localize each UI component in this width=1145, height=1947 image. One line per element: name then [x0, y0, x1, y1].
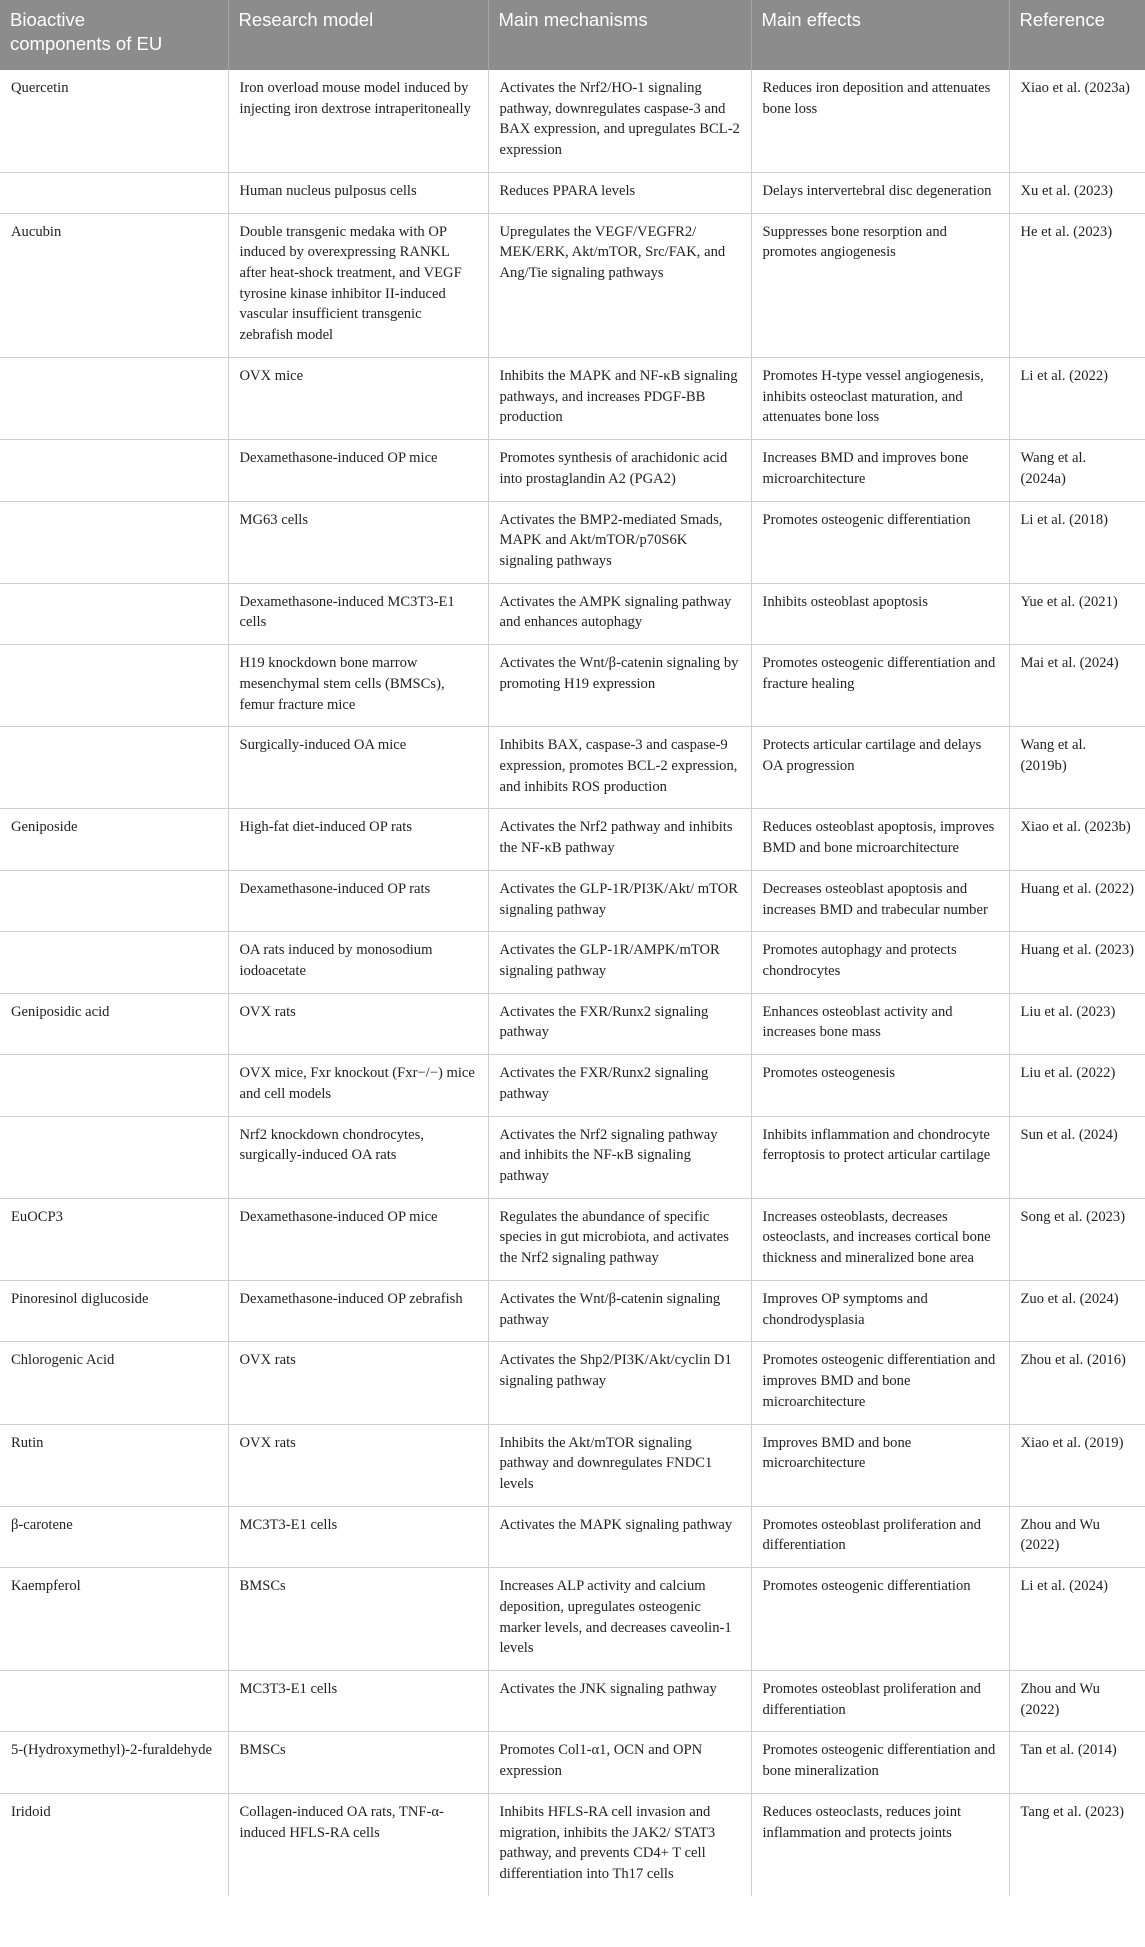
mechanism-cell: Activates the JNK signaling pathway [488, 1670, 751, 1731]
table-row [0, 645, 1145, 727]
effect-cell: Promotes osteogenic differentiation [751, 1568, 1009, 1671]
mechanism-cell: Upregulates the VEGF/VEGFR2/ MEK/ERK, Akt/mTOR, Src/FAK, and Ang/Tie signaling pathways [488, 213, 751, 357]
research-model-cell: MC3T3-E1 cells [228, 1670, 488, 1731]
research-model-cell: Surgically-induced OA mice [228, 727, 488, 809]
header-main-effects: Main effects [751, 0, 1009, 70]
research-model-cell: Collagen-induced OA rats, TNF-α-induced HFLS-RA cells [228, 1793, 488, 1895]
mechanism-cell: Activates the GLP-1R/AMPK/mTOR signaling pathway [488, 932, 751, 993]
component-cell [0, 870, 228, 931]
component-cell: 5-(Hydroxymethyl)-2-furaldehyde [0, 1732, 228, 1793]
header-research-model: Research model [228, 0, 488, 70]
table-row [0, 1670, 1145, 1731]
research-model-cell: Dexamethasone-induced OP zebrafish [228, 1280, 488, 1341]
effect-cell: Reduces iron deposition and attenuates bone loss [751, 70, 1009, 172]
mechanism-cell: Regulates the abundance of specific species in gut microbiota, and activates the Nrf2 signaling pathway [488, 1198, 751, 1280]
mechanism-cell: Inhibits the Akt/mTOR signaling pathway and downregulates FNDC1 levels [488, 1424, 751, 1506]
effect-cell: Reduces osteoclasts, reduces joint inflammation and protects joints [751, 1793, 1009, 1895]
research-model-cell: BMSCs [228, 1732, 488, 1793]
reference-cell: Li et al. (2022) [1009, 357, 1145, 439]
research-model-cell: OVX rats [228, 1424, 488, 1506]
research-model-cell: Dexamethasone-induced OP rats [228, 870, 488, 931]
effect-cell: Decreases osteoblast apoptosis and increases BMD and trabecular number [751, 870, 1009, 931]
table-row [0, 1568, 1145, 1671]
component-cell [0, 501, 228, 583]
table-row [0, 1732, 1145, 1793]
component-cell [0, 583, 228, 644]
component-cell [0, 932, 228, 993]
mechanism-cell: Activates the Nrf2 signaling pathway and inhibits the NF-κB signaling pathway [488, 1116, 751, 1198]
component-cell: Pinoresinol diglucoside [0, 1280, 228, 1341]
table-row [0, 70, 1145, 172]
research-model-cell: High-fat diet-induced OP rats [228, 809, 488, 870]
reference-cell: Li et al. (2018) [1009, 501, 1145, 583]
reference-cell: Xu et al. (2023) [1009, 172, 1145, 213]
component-cell [0, 727, 228, 809]
research-model-cell: OA rats induced by monosodium iodoacetate [228, 932, 488, 993]
mechanism-cell: Inhibits BAX, caspase-3 and caspase-9 expression, promotes BCL-2 expression, and inhibits ROS production [488, 727, 751, 809]
research-model-cell: OVX rats [228, 993, 488, 1054]
reference-cell: Tang et al. (2023) [1009, 1793, 1145, 1895]
mechanism-cell: Promotes synthesis of arachidonic acid into prostaglandin A2 (PGA2) [488, 440, 751, 501]
table-row [0, 1198, 1145, 1280]
header-bioactive-components: Bioactive components of EU [0, 0, 228, 70]
reference-cell: Huang et al. (2023) [1009, 932, 1145, 993]
component-cell [0, 357, 228, 439]
table-row [0, 357, 1145, 439]
research-model-cell: Iron overload mouse model induced by injecting iron dextrose intraperitoneally [228, 70, 488, 172]
effect-cell: Promotes osteogenic differentiation and bone mineralization [751, 1732, 1009, 1793]
table-header [0, 0, 1145, 70]
table-row [0, 870, 1145, 931]
table-row [0, 932, 1145, 993]
table-row [0, 1280, 1145, 1341]
component-cell: Quercetin [0, 70, 228, 172]
reference-cell: Mai et al. (2024) [1009, 645, 1145, 727]
research-model-cell: Human nucleus pulposus cells [228, 172, 488, 213]
effect-cell: Protects articular cartilage and delays OA progression [751, 727, 1009, 809]
research-model-cell: Double transgenic medaka with OP induced by overexpressing RANKL after heat-shock treatment, and VEGF tyrosine kinase inhibitor II-induced vascular insufficient transgenic zebrafish model [228, 213, 488, 357]
table-row [0, 1055, 1145, 1116]
reference-cell: Liu et al. (2022) [1009, 1055, 1145, 1116]
table-row [0, 1342, 1145, 1424]
component-cell: Chlorogenic Acid [0, 1342, 228, 1424]
table-row [0, 1116, 1145, 1198]
effect-cell: Inhibits inflammation and chondrocyte ferroptosis to protect articular cartilage [751, 1116, 1009, 1198]
effect-cell: Promotes osteogenic differentiation [751, 501, 1009, 583]
effect-cell: Promotes osteogenic differentiation and fracture healing [751, 645, 1009, 727]
reference-cell: Zhou et al. (2016) [1009, 1342, 1145, 1424]
mechanism-cell: Activates the GLP-1R/PI3K/Akt/ mTOR signaling pathway [488, 870, 751, 931]
component-cell: Iridoid [11, 1803, 51, 1820]
component-cell: Rutin [0, 1424, 228, 1506]
mechanism-cell: Activates the FXR/Runx2 signaling pathway [488, 993, 751, 1054]
mechanism-cell: Activates the Shp2/PI3K/Akt/cyclin D1 signaling pathway [488, 1342, 751, 1424]
table-body [0, 70, 1145, 1896]
mechanism-cell: Inhibits the MAPK and NF-κB signaling pathways, and increases PDGF-BB production [488, 357, 751, 439]
mechanism-cell: Activates the FXR/Runx2 signaling pathway [488, 1055, 751, 1116]
effect-cell: Improves BMD and bone microarchitecture [751, 1424, 1009, 1506]
reference-cell: Zhou and Wu (2022) [1009, 1670, 1145, 1731]
reference-cell: Wang et al. (2019b) [1009, 727, 1145, 809]
reference-cell: Xiao et al. (2023b) [1009, 809, 1145, 870]
effect-cell: Increases osteoblasts, decreases osteoclasts, and increases cortical bone thickness and mineralized bone area [751, 1198, 1009, 1280]
effect-cell: Increases BMD and improves bone microarchitecture [751, 440, 1009, 501]
table-row [0, 440, 1145, 501]
research-model-cell: MC3T3-E1 cells [228, 1506, 488, 1567]
effect-cell: Promotes autophagy and protects chondrocytes [751, 932, 1009, 993]
effect-cell: Promotes H-type vessel angiogenesis, inhibits osteoclast maturation, and attenuates bone loss [751, 357, 1009, 439]
component-cell [0, 645, 228, 727]
mechanism-cell: Activates the MAPK signaling pathway [488, 1506, 751, 1567]
effect-cell: Improves OP symptoms and chondrodysplasia [751, 1280, 1009, 1341]
component-cell: Aucubin [0, 213, 228, 357]
mechanism-cell: Reduces PPARA levels [488, 172, 751, 213]
research-model-cell: BMSCs [228, 1568, 488, 1671]
component-cell: β-carotene [0, 1506, 228, 1567]
table-row [0, 1793, 1145, 1895]
effect-cell: Promotes osteoblast proliferation and differentiation [751, 1670, 1009, 1731]
table-row [0, 213, 1145, 357]
effect-cell: Inhibits osteoblast apoptosis [751, 583, 1009, 644]
research-model-cell: H19 knockdown bone marrow mesenchymal stem cells (BMSCs), femur fracture mice [228, 645, 488, 727]
research-model-cell: OVX mice, Fxr knockout (Fxr−/−) mice and cell models [228, 1055, 488, 1116]
reference-cell: Liu et al. (2023) [1009, 993, 1145, 1054]
table-row [0, 727, 1145, 809]
research-model-cell: Dexamethasone-induced OP mice [228, 1198, 488, 1280]
effect-cell: Suppresses bone resorption and promotes angiogenesis [751, 213, 1009, 357]
research-model-cell: OVX mice [228, 357, 488, 439]
table-row [0, 809, 1145, 870]
effect-cell: Promotes osteogenic differentiation and improves BMD and bone microarchitecture [751, 1342, 1009, 1424]
reference-cell: He et al. (2023) [1009, 213, 1145, 357]
mechanism-cell: Increases ALP activity and calcium deposition, upregulates osteogenic marker levels, and decreases caveolin-1 levels [488, 1568, 751, 1671]
mechanism-cell: Activates the Wnt/β-catenin signaling pathway [488, 1280, 751, 1341]
table-row [0, 501, 1145, 583]
mechanism-cell: Activates the BMP2-mediated Smads, MAPK and Akt/mTOR/p70S6K signaling pathways [488, 501, 751, 583]
research-model-cell: Dexamethasone-induced MC3T3-E1 cells [228, 583, 488, 644]
reference-cell: Huang et al. (2022) [1009, 870, 1145, 931]
component-cell [0, 1055, 228, 1116]
mechanism-cell: Promotes Col1-α1, OCN and OPN expression [488, 1732, 751, 1793]
research-model-cell: Nrf2 knockdown chondrocytes, surgically-induced OA rats [228, 1116, 488, 1198]
component-cell: Geniposide [0, 809, 228, 870]
mechanism-cell: Inhibits HFLS-RA cell invasion and migration, inhibits the JAK2/ STAT3 pathway, and prevents CD4+ T cell differentiation into Th17 cells [488, 1793, 751, 1895]
effect-cell: Enhances osteoblast activity and increases bone mass [751, 993, 1009, 1054]
table-row [0, 172, 1145, 213]
research-model-cell: Dexamethasone-induced OP mice [228, 440, 488, 501]
effect-cell: Delays intervertebral disc degeneration [751, 172, 1009, 213]
reference-cell: Xiao et al. (2019) [1009, 1424, 1145, 1506]
component-cell [0, 1116, 228, 1198]
reference-cell: Xiao et al. (2023a) [1009, 70, 1145, 172]
header-reference: Reference [1009, 0, 1145, 70]
table-row [0, 1506, 1145, 1567]
effect-cell: Reduces osteoblast apoptosis, improves BMD and bone microarchitecture [751, 809, 1009, 870]
effect-cell: Promotes osteogenesis [751, 1055, 1009, 1116]
component-cell [0, 1670, 228, 1731]
header-row [0, 0, 1145, 70]
reference-cell: Sun et al. (2024) [1009, 1116, 1145, 1198]
reference-cell: Zuo et al. (2024) [1009, 1280, 1145, 1341]
research-model-cell: OVX rats [228, 1342, 488, 1424]
mechanism-cell: Activates the Nrf2/HO-1 signaling pathway, downregulates caspase-3 and BAX expression, and upregulates BCL-2 expression [488, 70, 751, 172]
component-cell: EuOCP3 [0, 1198, 228, 1280]
table-row [0, 583, 1145, 644]
component-cell [0, 440, 228, 501]
reference-cell: Yue et al. (2021) [1009, 583, 1145, 644]
component-cell: Kaempferol [0, 1568, 228, 1671]
reference-cell: Li et al. (2024) [1009, 1568, 1145, 1671]
reference-cell: Song et al. (2023) [1009, 1198, 1145, 1280]
header-main-mechanisms: Main mechanisms [488, 0, 751, 70]
research-model-cell: MG63 cells [228, 501, 488, 583]
mechanism-cell: Activates the AMPK signaling pathway and enhances autophagy [488, 583, 751, 644]
mechanism-cell: Activates the Wnt/β-catenin signaling by promoting H19 expression [488, 645, 751, 727]
reference-cell: Tan et al. (2014) [1009, 1732, 1145, 1793]
component-cell [0, 172, 228, 213]
reference-cell: Wang et al. (2024a) [1009, 440, 1145, 501]
effect-cell: Promotes osteoblast proliferation and differentiation [751, 1506, 1009, 1567]
table-row [0, 993, 1145, 1054]
mechanism-cell: Activates the Nrf2 pathway and inhibits the NF-κB pathway [488, 809, 751, 870]
reference-cell: Zhou and Wu (2022) [1009, 1506, 1145, 1567]
component-cell: Geniposidic acid [0, 993, 228, 1054]
table-row [0, 1424, 1145, 1506]
